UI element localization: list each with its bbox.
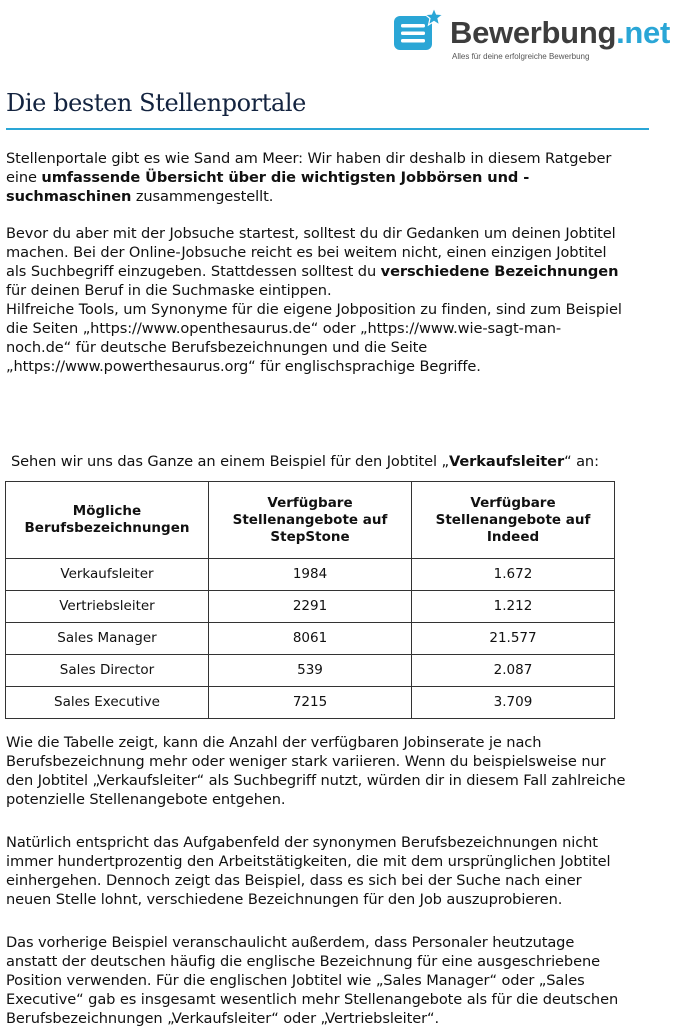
cell-job-title: Verkaufsleiter [6,559,209,591]
table-row [6,623,615,655]
cell-job-title: Vertriebsleiter [6,591,209,623]
document-list-icon [392,8,444,54]
tools-paragraph: Hilfreiche Tools, um Synonyme für die eigene Jobposition zu finden, sind zum Beispiel die Seiten „https://www.openthesaurus.de“ oder „https://www.wie-sagt-man-noch.de“ für deutsche Berufsbezeichnungen und die Seite „https://www.powerthesaurus.org“ für englischsprachige Begriffe. [6,301,622,375]
example-text-2: “ an: [564,453,599,470]
jobtitle-bold: verschiedene Bezeichnungen [380,263,619,280]
english-titles-paragraph: Das vorherige Beispiel veranschaulicht außerdem, dass Personaler heutzutage anstatt der deutschen häufig die englische Bezeichnung für eine ausgeschriebene Position verwenden. Für die englischen Jobtitel wie „Sales Manager“ oder „Sales Executive“ gab es insgesamt wesentlich mehr Stellenangebote als für die deutschen Berufsbezeichnungen „Verkaufsleiter“ oder „Vertriebsleiter“. [6,934,619,1027]
cell-indeed: 1.212 [412,591,615,623]
cell-indeed: 1.672 [412,559,615,591]
intro-text-2: zusammengestellt. [131,188,274,205]
intro-paragraph [6,149,626,206]
jobtitle-text-2: für deinen Beruf in die Suchmaske eintippen. [6,282,332,299]
jobtitle-paragraph [6,224,626,376]
intro-text-1: Stellenportale gibt es wie Sand am Meer: Wir haben dir deshalb in diesem Ratgeber eine [6,150,612,186]
table-explanation-paragraph: Wie die Tabelle zeigt, kann die Anzahl der verfügbaren Jobinserate je nach Berufsbezeichnung mehr oder weniger stark variieren. Wenn du beispielsweise nur den Jobtitel „Verkaufsleiter“ als Suchbegriff nutzt, würden dir in diesem Fall zahlreiche potenzielle Stellenangebote entgehen. [6,734,626,808]
header-indeed: Verfügbare Stellenangebote auf Indeed [412,482,615,559]
page-title: Die besten Stellenportale [6,89,306,117]
cell-stepstone: 2291 [209,591,412,623]
table-header-row [6,482,615,559]
cell-stepstone: 7215 [209,687,412,719]
table-row [6,559,615,591]
cell-stepstone: 539 [209,655,412,687]
cell-stepstone: 1984 [209,559,412,591]
synonym-paragraph: Natürlich entspricht das Aufgabenfeld der synonymen Berufsbezeichnungen nicht immer hundertprozentig den Arbeitstätigkeiten, die mit dem ursprünglichen Jobtitel einhergehen. Dennoch zeigt das Beispiel, dass es sich bei der Suche nach einer neuen Stelle lohnt, verschiedene Bezeichnungen für den Job auszuprobieren. [6,834,611,908]
cell-indeed: 21.577 [412,623,615,655]
header-stepstone: Verfügbare Stellenangebote auf StepStone [209,482,412,559]
jobtitle-text-1: Bevor du aber mit der Jobsuche startest, solltest du dir Gedanken um deinen Jobtitel machen. Bei der Online-Jobsuche reicht es bei weitem nicht, einen einzigen Jobtitel als Suchbegriff einzugeben. Stattdessen solltest du [6,225,616,280]
logo-wordmark [450,15,670,51]
intro-bold: umfassende Übersicht über die wichtigsten Jobbörsen und -suchmaschinen [6,169,530,205]
logo-tld: .net [616,15,671,50]
cell-job-title: Sales Manager [6,623,209,655]
title-divider [6,128,649,130]
table-row [6,591,615,623]
example-bold: Verkaufsleiter [448,453,565,470]
cell-job-title: Sales Director [6,655,209,687]
table-row [6,655,615,687]
site-logo[interactable] [392,2,697,64]
job-offers-table [5,481,615,719]
logo-name: Bewerbung [450,15,617,50]
example-intro [11,452,631,471]
cell-indeed: 2.087 [412,655,615,687]
cell-job-title: Sales Executive [6,687,209,719]
table-row [6,687,615,719]
logo-tagline: Alles für deine erfolgreiche Bewerbung [452,52,590,61]
header-job-titles: Mögliche Berufsbezeichnungen [6,482,209,559]
cell-indeed: 3.709 [412,687,615,719]
example-text-1: Sehen wir uns das Ganze an einem Beispiel für den Jobtitel „ [11,453,449,470]
cell-stepstone: 8061 [209,623,412,655]
